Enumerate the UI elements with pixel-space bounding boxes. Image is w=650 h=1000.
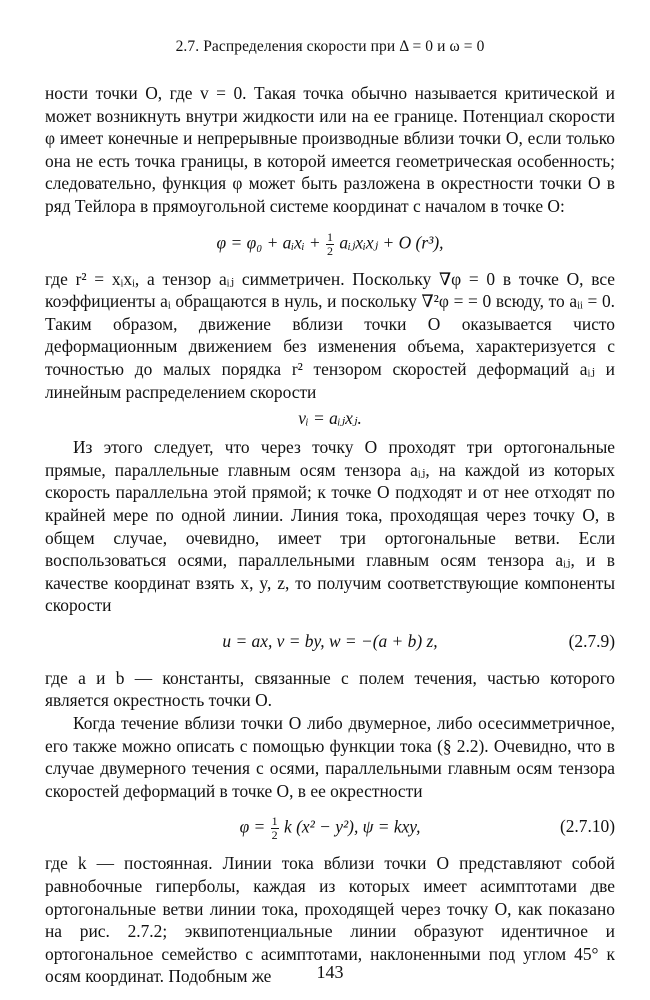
equation-taylor-left: φ = φ₀ + aᵢxᵢ + — [216, 232, 321, 253]
paragraph-4: где a и b — константы, связанные с полем течения, частью которого является окрестность точки O. — [45, 667, 615, 711]
equation-potential-left: φ = — [239, 816, 266, 837]
paragraph-3: Из этого следует, что через точку O проходят три ортогональные прямые, параллельные главным осям тензора aᵢⱼ, на каждой из которых скорость параллельна этой прямой; к точке O подходят и от нее отходят по крайней мере по одной линии. Линия тока, проходящая через точку O, в общем случае, очевидно, имеет три ортогональные ветви. Если воспользоваться осями, параллельными главным осям тензора aᵢⱼ, и в качестве координат взять x, y, z, то получим соответствующие компоненты скорости — [45, 437, 615, 616]
equation-components-formula: u = ax, v = by, w = −(a + b) z, — [222, 630, 438, 651]
equation-taylor-right: aᵢⱼxᵢxⱼ + O (r³), — [339, 232, 444, 253]
running-header: 2.7. Распределения скорости при Δ = 0 и ω = 0 — [175, 38, 485, 55]
paragraph-5: Когда течение вблизи точки O либо двумерное, либо осесимметричное, его также можно описать с помощью функции тока (§ 2.2). Очевидно, что в случае двумерного течения с осями, параллельными главным осям тензора скоростей деформаций в точке O, в ее окрестности — [45, 713, 615, 801]
page — [45, 0, 615, 1000]
paragraph-6: где k — постоянная. Линии тока вблизи точки O представляют собой равнобочные гиперболы, каждая из которых имеет асимптотами две ортогональные ветви линии тока, проходящей через точку O, как показано на рис. 2.7.2; эквипотенциальные линии образуют идентичное и ортогональное семейство с асимптотами, наклоненными под углом 45° к осям координат. Подобным же — [45, 853, 615, 987]
equation-linear: vᵢ = aᵢⱼxⱼ. — [298, 408, 362, 429]
page-body — [45, 82, 615, 988]
paragraph-1: ности точки O, где v = 0. Такая точка обычно называется критической и может возникнуть внутри жидкости или на ее границе. Потенциал скорости φ имеет конечные и непрерывные производные вблизи точки O, если только она не есть точка границы, в которой имеется геометрическая особенность; следовательно, функция φ может быть разложена в окрестности точки O в ряд Тейлора в прямоугольной системе координат с началом в точке O: — [45, 83, 615, 216]
equation-number-2-7-10: (2.7.10) — [559, 816, 615, 837]
equation-potential — [45, 802, 615, 852]
equation-number-2-7-9: (2.7.9) — [568, 630, 615, 651]
equation-potential-fraction: $\frac{1}{2}$ — [271, 814, 278, 843]
equation-potential-right: k (x² − y²), ψ = kxy, — [284, 816, 421, 837]
equation-components — [45, 617, 615, 667]
paragraph-2: где r² = xᵢxᵢ, а тензор aᵢⱼ симметричен. Поскольку ∇φ = 0 в точке O, все коэффициенты aᵢ обращаются в нуль, и поскольку ∇²φ = = 0 всюду, то aᵢᵢ = 0. Таким образом, движение вблизи точки O оказывается чисто деформационным движением без изменения объема, характеризуется с точностью до малых порядка r² тензором скоростей деформаций aᵢⱼ и линейным распределением скорости — [45, 268, 615, 402]
equation-taylor-fraction: $\frac{1}{2}$ — [327, 229, 334, 258]
equation-taylor — [45, 218, 615, 268]
page-number: 143 — [316, 962, 344, 982]
